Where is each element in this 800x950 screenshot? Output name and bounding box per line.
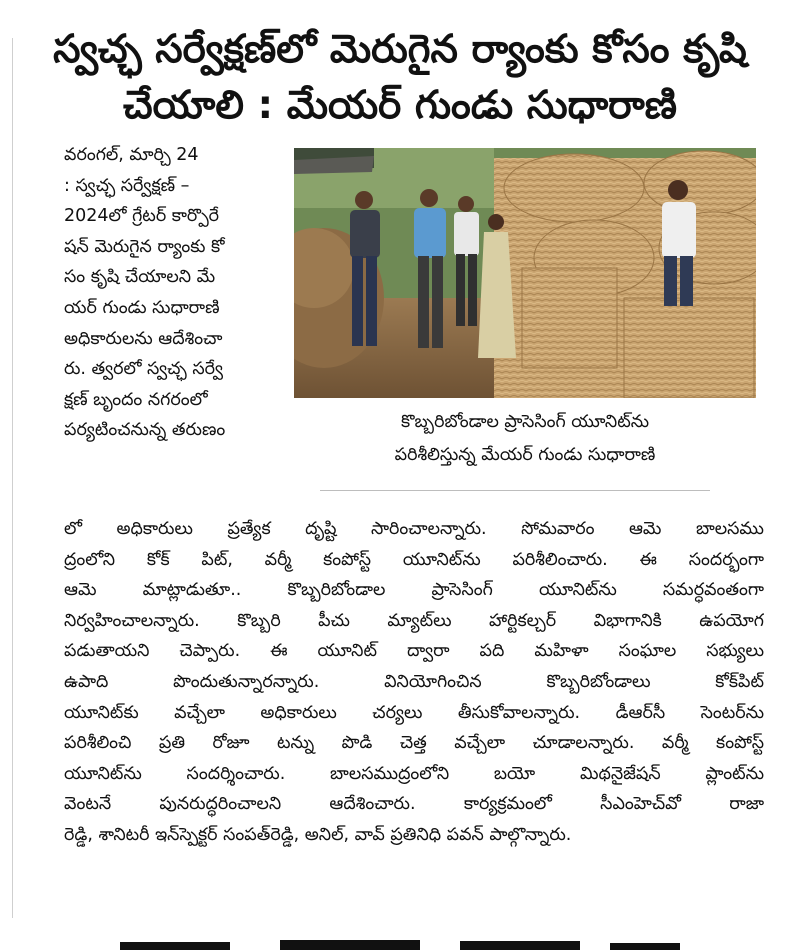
lead-line: అధికారులను ఆదేశించా	[64, 328, 223, 349]
body-line: ఉపాది పొందుతున్నారన్నారు. వినియోగించిన కొబ్బరిబోండాలు కోక్‌పిట్	[64, 671, 764, 692]
article-body	[64, 514, 764, 851]
headline	[20, 22, 780, 134]
body-line: వెంటనే పునరుద్ధరించాలని ఆదేశించారు. కార్యక్రమంలో సీఎంహెచ్‌వో రాజా	[64, 794, 764, 815]
body-line: నిర్వహించాలన్నారు. కొబ్బరి పీచు మ్యాట్‌లు హార్టికల్చర్ విభాగానికి ఉపయోగ	[64, 610, 764, 631]
headline-line-1: స్వచ్ఛ సర్వేక్షణ్‌లో మెరుగైన ర్యాంకు కోసం కృషి	[53, 27, 747, 72]
body-line: పడుతాయని చెప్పారు. ఈ యూనిట్ ద్వారా పది మహిళా సంఘాల సభ్యులు	[64, 641, 764, 662]
lead-line: షన్ మెరుగైన ర్యాంకు కో	[64, 236, 225, 257]
body-line: ఆమె మాట్లాడుతూ.. కొబ్బరిబోండాల ప్రాసెసింగ్ యూనిట్‌ను సమర్ధవంతంగా	[64, 580, 764, 601]
lead-line: సం కృషి చేయాలని మే	[64, 267, 216, 288]
body-line: లో అధికారులు ప్రత్యేక దృష్టి సారించాలన్నారు. సోమవారం ఆమె బాలసము	[64, 519, 764, 539]
caption-line-2: పరిశీలిస్తున్న మేయర్ గుండు సుధారాణి	[394, 445, 656, 465]
coir-unit-photo-illustration	[294, 148, 756, 398]
lead-line: రు. త్వరలో స్వచ్ఛ సర్వే	[64, 359, 224, 380]
body-line: ద్రంలోని కోక్ పిట్, వర్మీ కంపోస్ట్ యూనిట్‌ను పరిశీలించారు. ఈ సందర్భంగా	[64, 549, 764, 570]
body-line: పరిశీలించి ప్రతి రోజూ టన్ను పొడి చెత్త వచ్చేలా చూడాలన్నారు. వర్మీ కంపోస్ట్	[64, 733, 764, 754]
lead-paragraph	[64, 140, 276, 446]
body-line: రెడ్డి, శానిటరీ ఇన్‌స్పెక్టర్ సంపత్‌రెడ్డి, అనిల్, వావ్ ప్రతినిధి పవన్ పాల్గొన్నారు.	[64, 824, 572, 845]
next-article-edge	[100, 930, 700, 950]
news-photo	[294, 148, 756, 398]
lead-line: : స్వచ్ఛ సర్వేక్షణ్ –	[64, 175, 190, 196]
left-column-rule	[12, 38, 13, 918]
body-line: యూనిట్‌ను సందర్శించారు. బాలసముద్రంలోని బయో మిథనైజేషన్ ప్లాంట్‌ను	[64, 763, 764, 784]
lead-line: 2024లో గ్రేటర్ కార్పొరే	[64, 206, 220, 227]
photo-caption	[294, 406, 756, 472]
cropped-headline-strokes	[100, 930, 700, 950]
caption-divider	[320, 490, 710, 491]
lead-line: పర్యటించనున్న తరుణం	[64, 420, 226, 441]
lead-line: క్షణ్ బృందం నగరంలో	[64, 389, 208, 410]
lead-line: వరంగల్, మార్చి 24	[64, 145, 199, 165]
caption-line-1: కొబ్బరిబోండాల ప్రాసెసింగ్ యూనిట్‌ను	[400, 412, 650, 432]
lead-line: యర్ గుండు సుధారాణి	[64, 297, 220, 318]
body-line: యూనిట్‌కు వచ్చేలా అధికారులు చర్యలు తీసుకోవాలన్నారు. డీఆర్‌సీ సెంటర్‌ను	[64, 702, 764, 723]
headline-line-2: చేయాలి : మేయర్ గుండు సుధారాణి	[123, 83, 677, 128]
